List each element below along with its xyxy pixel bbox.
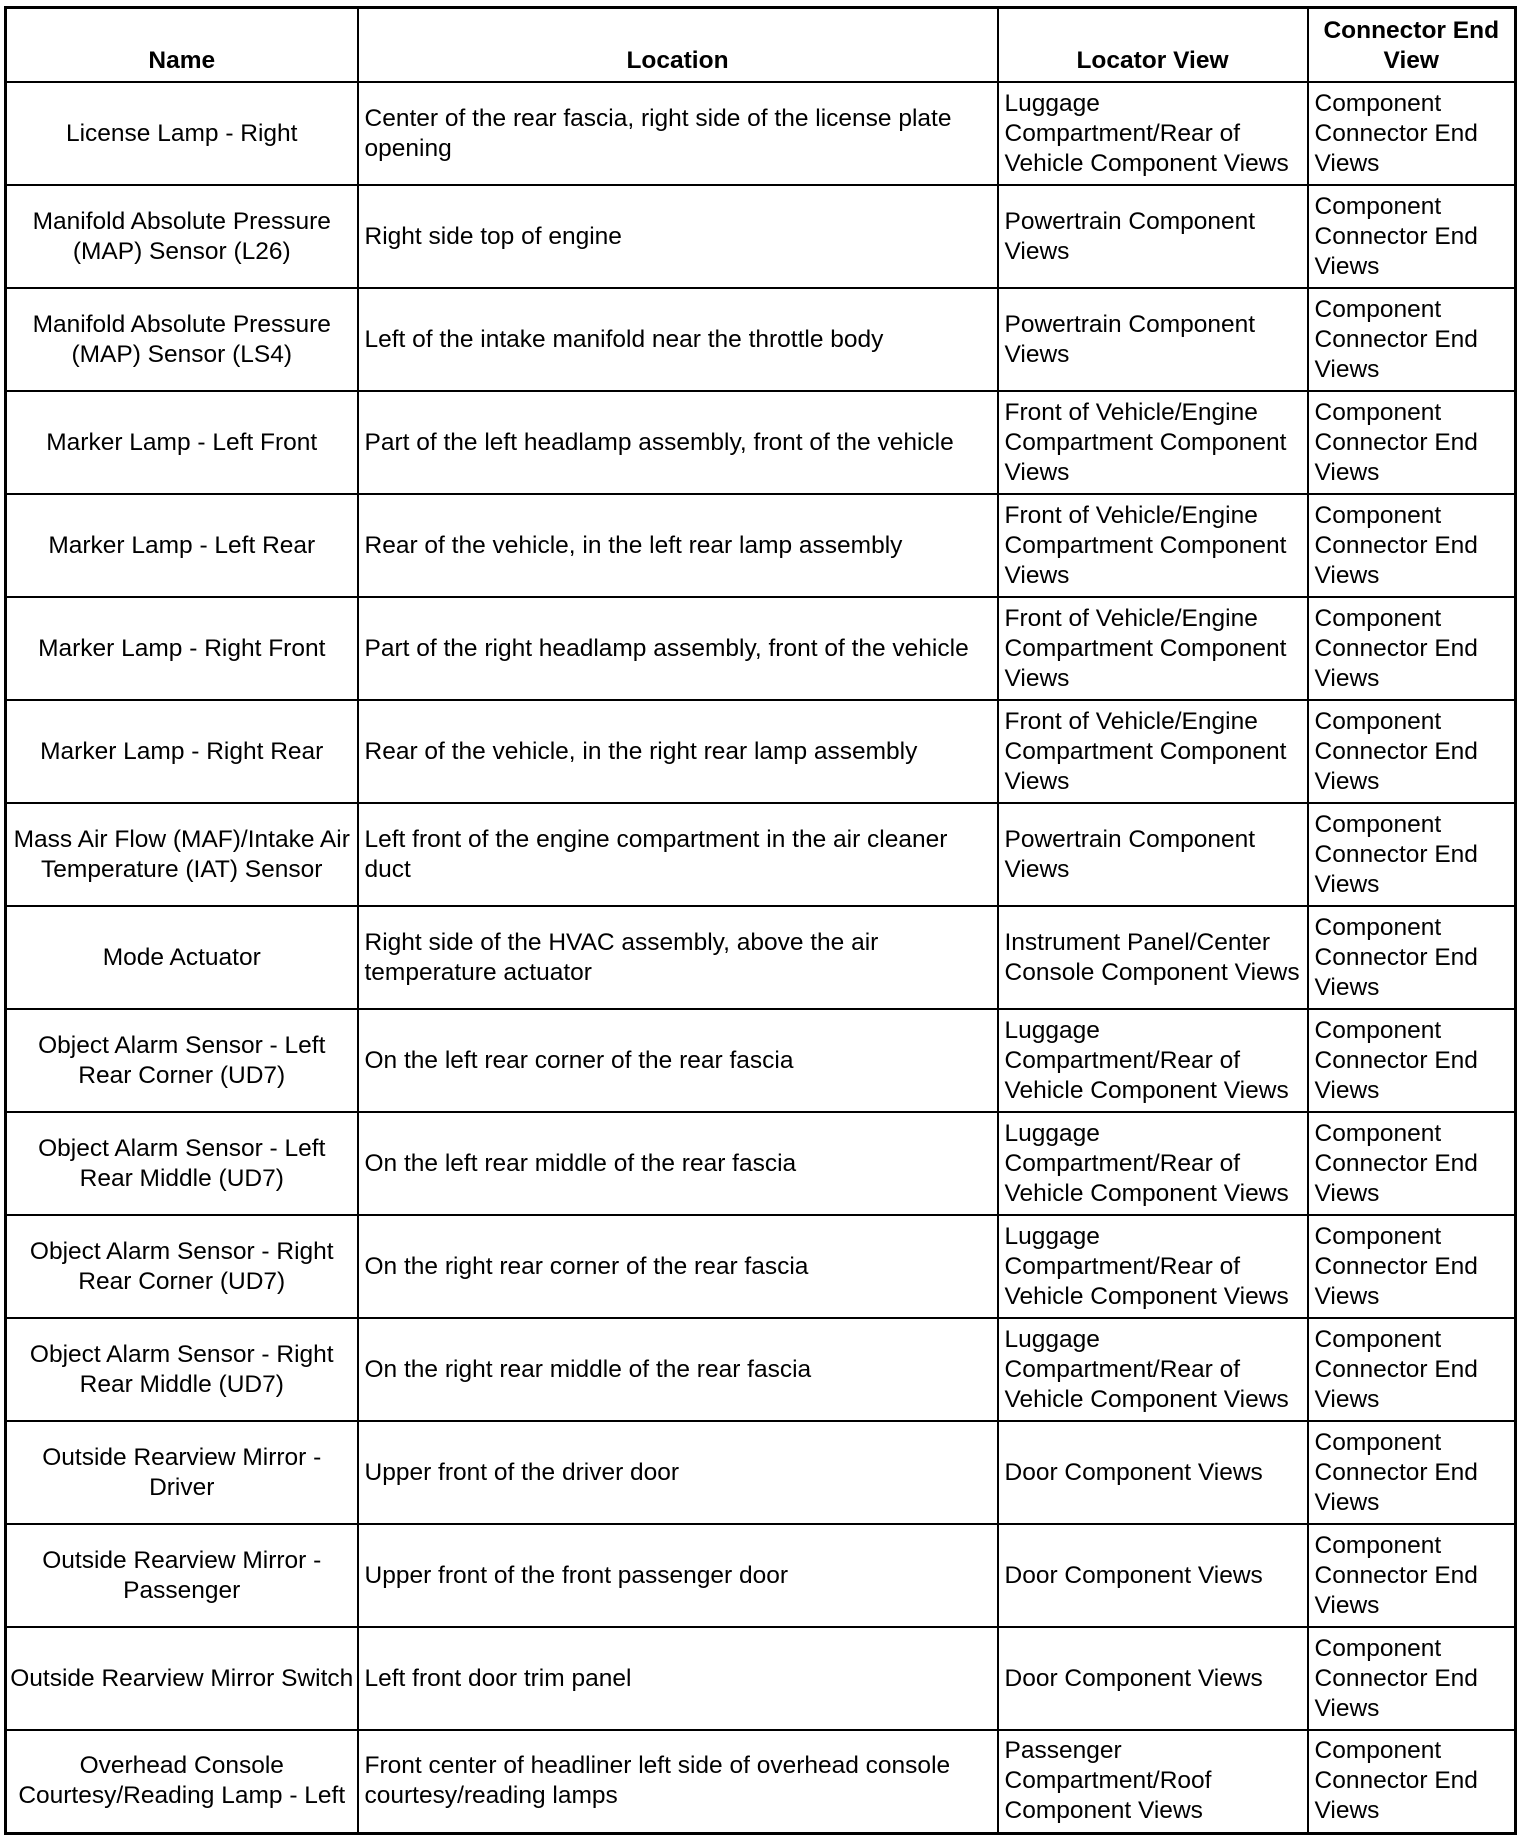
- cell-location: Upper front of the driver door: [358, 1421, 998, 1524]
- cell-location: Left front door trim panel: [358, 1627, 998, 1730]
- table-row: [6, 82, 1516, 185]
- table-row: [6, 391, 1516, 494]
- cell-locator-view: Luggage Compartment/Rear of Vehicle Component Views: [998, 82, 1308, 185]
- cell-connector-end-view: Component Connector End Views: [1308, 597, 1516, 700]
- table-row: [6, 1524, 1516, 1627]
- cell-locator-view: Luggage Compartment/Rear of Vehicle Component Views: [998, 1009, 1308, 1112]
- cell-locator-view: Front of Vehicle/Engine Compartment Component Views: [998, 494, 1308, 597]
- cell-connector-end-view: Component Connector End Views: [1308, 1421, 1516, 1524]
- cell-connector-end-view: Component Connector End Views: [1308, 1112, 1516, 1215]
- table-row: [6, 1215, 1516, 1318]
- table-row: [6, 1009, 1516, 1112]
- cell-locator-view: Powertrain Component Views: [998, 803, 1308, 906]
- cell-connector-end-view: Component Connector End Views: [1308, 82, 1516, 185]
- cell-locator-view: Passenger Compartment/Roof Component Views: [998, 1730, 1308, 1833]
- cell-connector-end-view: Component Connector End Views: [1308, 1524, 1516, 1627]
- component-locator-table: [4, 6, 1517, 1835]
- table-row: [6, 1730, 1516, 1833]
- cell-locator-view: Door Component Views: [998, 1524, 1308, 1627]
- cell-name: Outside Rearview Mirror - Driver: [6, 1421, 358, 1524]
- cell-connector-end-view: Component Connector End Views: [1308, 1318, 1516, 1421]
- table-row: [6, 494, 1516, 597]
- cell-connector-end-view: Component Connector End Views: [1308, 906, 1516, 1009]
- cell-name: Mode Actuator: [6, 906, 358, 1009]
- cell-locator-view: Front of Vehicle/Engine Compartment Component Views: [998, 700, 1308, 803]
- table-body: [6, 82, 1516, 1833]
- cell-locator-view: Luggage Compartment/Rear of Vehicle Component Views: [998, 1112, 1308, 1215]
- cell-locator-view: Door Component Views: [998, 1421, 1308, 1524]
- cell-name: Outside Rearview Mirror Switch: [6, 1627, 358, 1730]
- cell-name: Object Alarm Sensor - Right Rear Corner (UD7): [6, 1215, 358, 1318]
- table-row: [6, 906, 1516, 1009]
- cell-name: Object Alarm Sensor - Right Rear Middle (UD7): [6, 1318, 358, 1421]
- table-row: [6, 1421, 1516, 1524]
- cell-name: Outside Rearview Mirror - Passenger: [6, 1524, 358, 1627]
- cell-locator-view: Powertrain Component Views: [998, 288, 1308, 391]
- cell-location: Front center of headliner left side of overhead console courtesy/reading lamps: [358, 1730, 998, 1833]
- cell-connector-end-view: Component Connector End Views: [1308, 288, 1516, 391]
- table-row: [6, 700, 1516, 803]
- cell-name: Overhead Console Courtesy/Reading Lamp - Left: [6, 1730, 358, 1833]
- cell-location: Right side of the HVAC assembly, above the air temperature actuator: [358, 906, 998, 1009]
- cell-location: On the right rear corner of the rear fascia: [358, 1215, 998, 1318]
- table-row: [6, 1318, 1516, 1421]
- table-row: [6, 185, 1516, 288]
- header-locator-view: Locator View: [998, 8, 1308, 83]
- table-row: [6, 597, 1516, 700]
- cell-location: Part of the right headlamp assembly, front of the vehicle: [358, 597, 998, 700]
- cell-location: Part of the left headlamp assembly, front of the vehicle: [358, 391, 998, 494]
- cell-connector-end-view: Component Connector End Views: [1308, 391, 1516, 494]
- cell-location: Left front of the engine compartment in the air cleaner duct: [358, 803, 998, 906]
- cell-connector-end-view: Component Connector End Views: [1308, 1627, 1516, 1730]
- cell-connector-end-view: Component Connector End Views: [1308, 185, 1516, 288]
- cell-name: Marker Lamp - Right Rear: [6, 700, 358, 803]
- cell-locator-view: Instrument Panel/Center Console Component Views: [998, 906, 1308, 1009]
- table-row: [6, 288, 1516, 391]
- cell-locator-view: Luggage Compartment/Rear of Vehicle Component Views: [998, 1215, 1308, 1318]
- table-row: [6, 1627, 1516, 1730]
- cell-connector-end-view: Component Connector End Views: [1308, 1009, 1516, 1112]
- table-row: [6, 1112, 1516, 1215]
- cell-location: On the right rear middle of the rear fascia: [358, 1318, 998, 1421]
- cell-connector-end-view: Component Connector End Views: [1308, 1215, 1516, 1318]
- table-header: [6, 8, 1516, 83]
- cell-location: On the left rear middle of the rear fascia: [358, 1112, 998, 1215]
- cell-location: Upper front of the front passenger door: [358, 1524, 998, 1627]
- cell-name: Marker Lamp - Right Front: [6, 597, 358, 700]
- header-location: Location: [358, 8, 998, 83]
- cell-location: Rear of the vehicle, in the right rear lamp assembly: [358, 700, 998, 803]
- cell-name: Marker Lamp - Left Rear: [6, 494, 358, 597]
- cell-name: License Lamp - Right: [6, 82, 358, 185]
- cell-locator-view: Door Component Views: [998, 1627, 1308, 1730]
- cell-connector-end-view: Component Connector End Views: [1308, 700, 1516, 803]
- cell-name: Manifold Absolute Pressure (MAP) Sensor (L26): [6, 185, 358, 288]
- cell-name: Object Alarm Sensor - Left Rear Corner (UD7): [6, 1009, 358, 1112]
- cell-location: Right side top of engine: [358, 185, 998, 288]
- cell-connector-end-view: Component Connector End Views: [1308, 1730, 1516, 1833]
- header-name: Name: [6, 8, 358, 83]
- cell-name: Marker Lamp - Left Front: [6, 391, 358, 494]
- cell-name: Object Alarm Sensor - Left Rear Middle (UD7): [6, 1112, 358, 1215]
- cell-locator-view: Luggage Compartment/Rear of Vehicle Component Views: [998, 1318, 1308, 1421]
- cell-connector-end-view: Component Connector End Views: [1308, 803, 1516, 906]
- cell-location: Rear of the vehicle, in the left rear lamp assembly: [358, 494, 998, 597]
- header-row: [6, 8, 1516, 83]
- cell-location: Left of the intake manifold near the throttle body: [358, 288, 998, 391]
- cell-location: Center of the rear fascia, right side of the license plate opening: [358, 82, 998, 185]
- header-connector-end-view: Connector End View: [1308, 8, 1516, 83]
- cell-locator-view: Front of Vehicle/Engine Compartment Component Views: [998, 597, 1308, 700]
- table-row: [6, 803, 1516, 906]
- cell-location: On the left rear corner of the rear fascia: [358, 1009, 998, 1112]
- cell-name: Manifold Absolute Pressure (MAP) Sensor (LS4): [6, 288, 358, 391]
- cell-connector-end-view: Component Connector End Views: [1308, 494, 1516, 597]
- cell-name: Mass Air Flow (MAF)/Intake Air Temperature (IAT) Sensor: [6, 803, 358, 906]
- cell-locator-view: Powertrain Component Views: [998, 185, 1308, 288]
- cell-locator-view: Front of Vehicle/Engine Compartment Component Views: [998, 391, 1308, 494]
